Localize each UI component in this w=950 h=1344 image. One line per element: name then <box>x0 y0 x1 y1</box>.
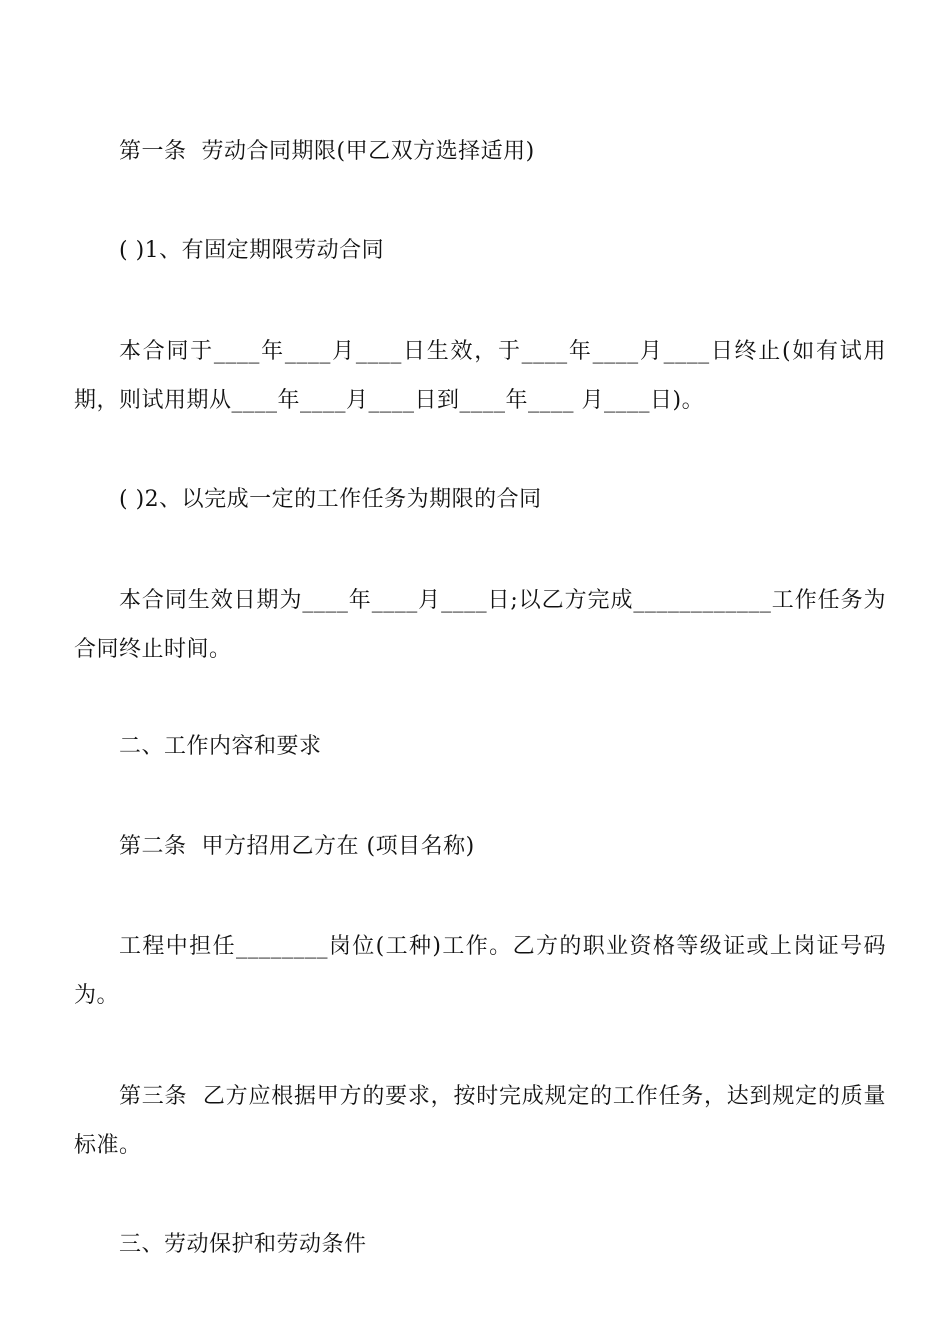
option-2-task-based: ( )2、以完成一定的工作任务为期限的合同 <box>119 487 542 512</box>
article-1-heading: 第一条 劳动合同期限(甲乙双方选择适用) <box>119 139 535 164</box>
fixed-term-dates-clause: 本合同于____年____月____日生效，于____年____月____日终止(如有试用期，则试用期从____年____月____日到____年____ 月____日)。 <box>74 339 886 413</box>
position-clause: 工程中担任________岗位(工种)工作。乙方的职业资格等级证或上岗证号码为。 <box>74 934 886 1008</box>
section-2-heading: 二、工作内容和要求 <box>119 734 322 759</box>
section-3-heading: 三、劳动保护和劳动条件 <box>119 1232 367 1257</box>
article-3-clause: 第三条 乙方应根据甲方的要求，按时完成规定的工作任务，达到规定的质量标准。 <box>74 1084 886 1158</box>
option-1-fixed-term: ( )1、有固定期限劳动合同 <box>119 238 385 263</box>
task-based-dates-clause: 本合同生效日期为____年____月____日;以乙方完成____________工作任务为合同终止时间。 <box>74 588 886 662</box>
article-2-clause: 第二条 甲方招用乙方在 (项目名称) <box>119 834 475 859</box>
